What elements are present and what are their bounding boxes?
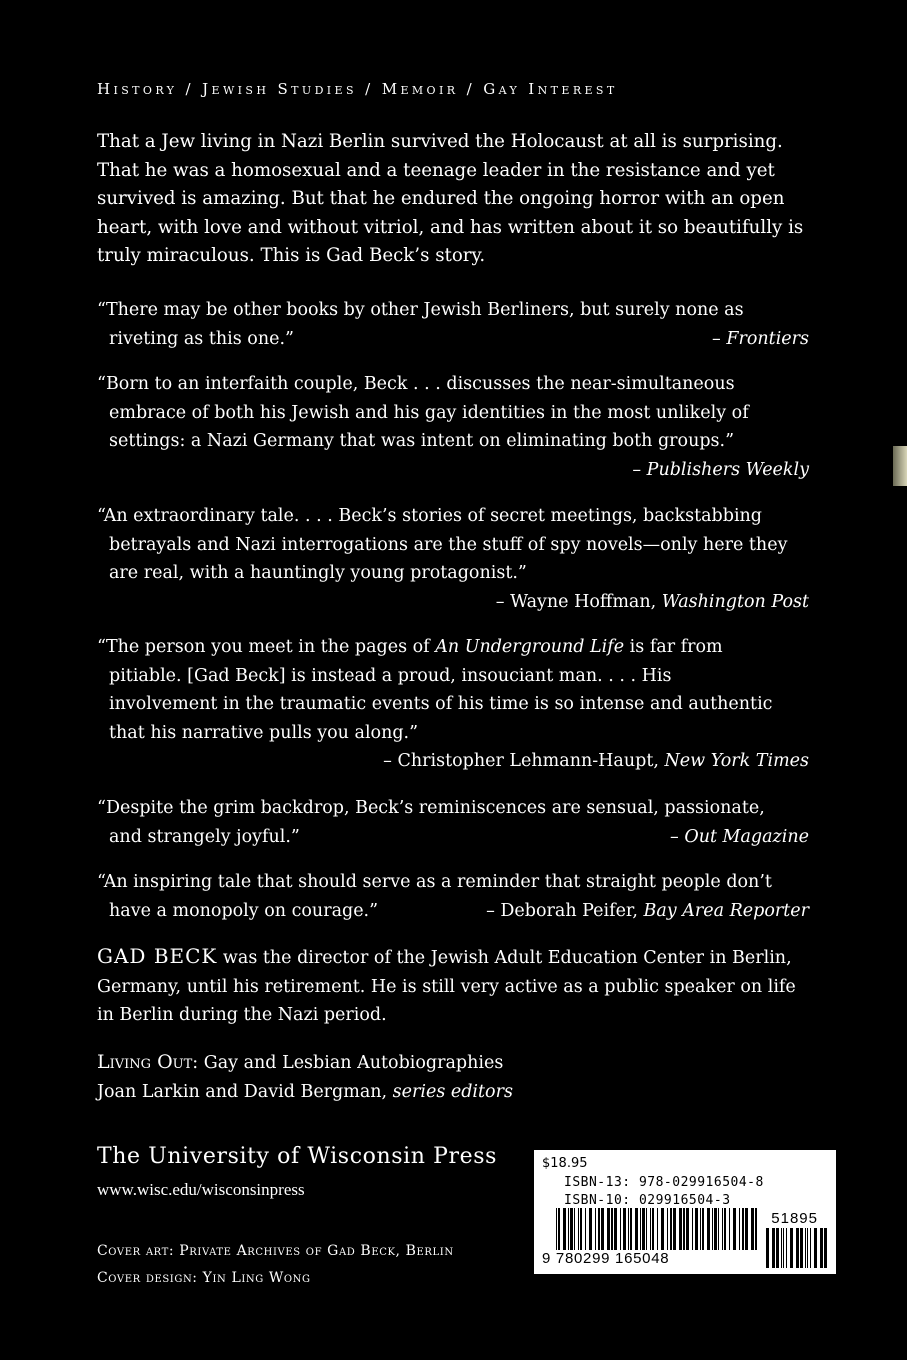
quote-line: have a monopoly on courage.” – Deborah Peifer, Bay Area Reporter [97,897,809,926]
barcode-label [534,1150,836,1274]
quote-attribution: – Deborah Peifer, Bay Area Reporter [486,900,809,921]
quote-line: “An extraordinary tale. . . . Beck’s stories of secret meetings, backstabbing [97,506,763,526]
barcode-addon-digits: 51895 [771,1210,818,1227]
quote-attribution: – Publishers Weekly [632,459,809,480]
review-quote-publishers-weekly [97,370,809,484]
quote-line: pitiable. [Gad Beck] is instead a proud, insouciant man. . . . His [109,665,672,686]
publisher-name: The University of Wisconsin Press [97,1144,498,1169]
lead-paragraph: That a Jew living in Nazi Berlin survived the Holocaust at all is surprising. That he was a homosexual and a teenage leader in the resistance and yet survived is amazing. But that he endured the ongoing horror with an open heart, with love and without vitriol, and has written about it so beautifully is truly miraculous. This is Gad Beck’s story. [97,131,804,266]
author-bio: GAD BECK was the director of the Jewish Adult Education Center in Berlin, Germany, until his retirement. He is still very active as a public speaker on life in Berlin during the Nazi period. [97,944,796,1025]
review-quote-out-magazine [97,794,809,851]
quote-line: riveting as this one.” – Frontiers [97,325,809,354]
quote-attribution: – Wayne Hoffman, Washington Post [495,591,809,612]
barcode-ean-digits: 9 780299 165048 [542,1250,670,1267]
review-quote-bay-area-reporter [97,868,809,925]
edge-tab [893,446,907,486]
quote-line: involvement in the traumatic events of his time is so intense and authentic [109,694,773,714]
quote-line: embrace of both his Jewish and his gay identities in the most unlikely of [109,402,749,423]
author-name: GAD BECK [97,944,218,968]
quote-line: “The person you meet in the pages of An Underground Life is far from [97,637,723,657]
quote-line: that his narrative pulls you along.” [109,722,419,743]
subject-categories: History / Jewish Studies / Memoir / Gay Interest [97,80,618,98]
quote-attribution: – Out Magazine [670,826,809,847]
cover-credits [97,1238,454,1292]
review-quote-frontiers [97,296,809,353]
review-quote-washington-post [97,502,809,616]
series-editors: Joan Larkin and David Bergman, series editors [97,1081,513,1102]
publisher-url: www.wisc.edu/wisconsinpress [97,1180,305,1199]
quote-line: betrayals and Nazi interrogations are the stuff of spy novels—only here they [109,534,788,555]
quote-line: “Despite the grim backdrop, Beck’s reminiscences are sensual, passionate, [97,798,765,818]
series-title: Living Out: Gay and Lesbian Autobiographies [97,1051,504,1073]
quote-line: “An inspiring tale that should serve as a reminder that straight people don’t [97,872,772,892]
quote-line: “Born to an interfaith couple, Beck . . . discusses the near-simultaneous [97,374,735,394]
quote-attribution: – Christopher Lehmann-Haupt, New York Times [383,751,809,771]
cover-design-credit: Cover design: Yin Ling Wong [97,1270,311,1286]
review-quote-new-york-times [97,633,809,776]
quote-line: “There may be other books by other Jewish Berliners, but surely none as [97,300,744,320]
quote-attribution: – Frontiers [712,328,809,349]
isbn-10: ISBN-10: 029916504-3 [564,1193,731,1208]
quote-line: are real, with a hauntingly young protagonist.” [109,563,527,583]
book-title: An Underground Life [435,637,625,657]
series-info [97,1048,817,1106]
price: $18.95 [542,1156,588,1171]
cover-art-credit: Cover art: Private Archives of Gad Beck, Berlin [97,1243,454,1259]
quote-line: settings: a Nazi Germany that was intent on eliminating both groups.” [109,431,735,451]
isbn-13: ISBN-13: 978-029916504-8 [564,1175,764,1190]
quote-line: and strangely joyful.” – Out Magazine [97,823,809,852]
